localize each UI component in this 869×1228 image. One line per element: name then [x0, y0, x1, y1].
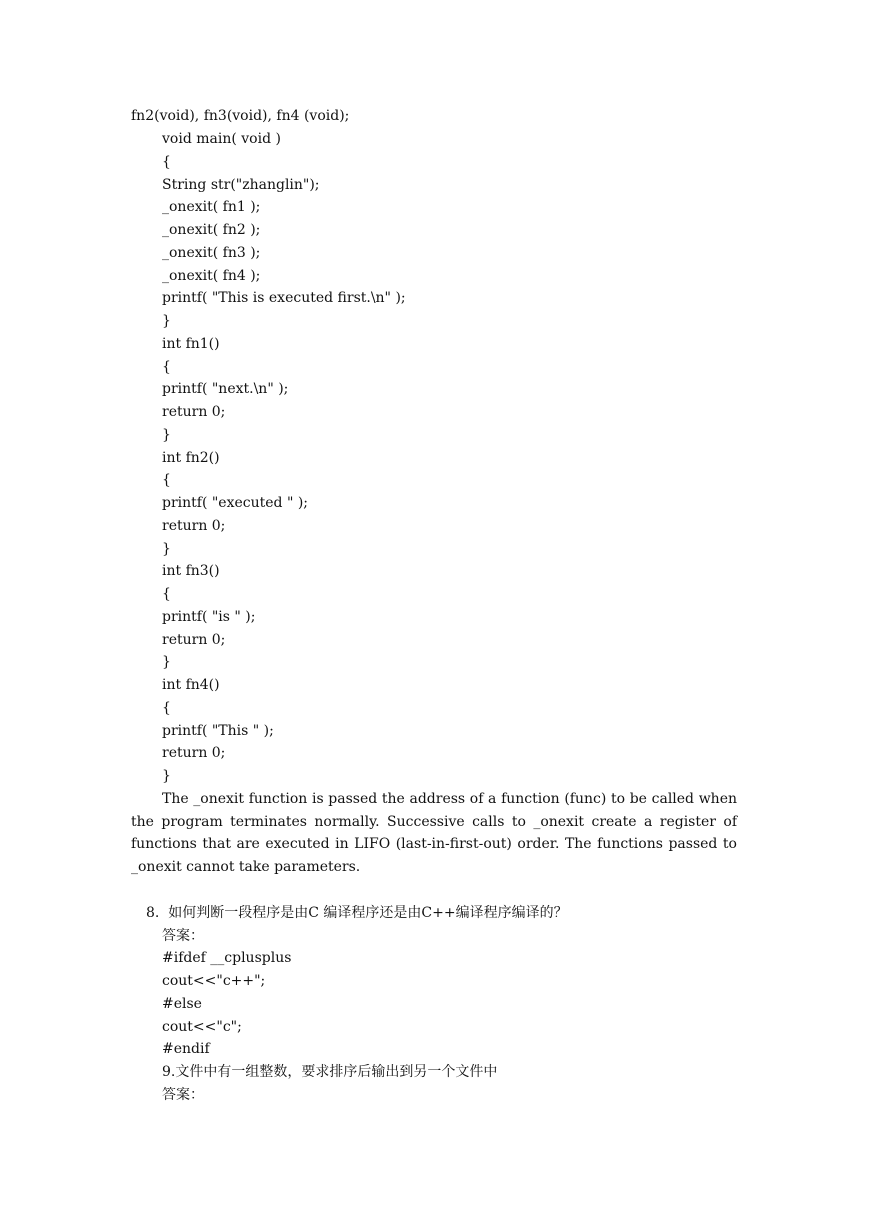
- code-line: return 0;: [162, 745, 226, 761]
- code-line: _onexit( fn1 );: [162, 199, 261, 215]
- code-line: {: [162, 359, 171, 375]
- answer-label-9: 答案：: [162, 1087, 204, 1103]
- code-header: fn2(void), fn3(void), fn4 (void);: [131, 108, 350, 124]
- code-line: return 0;: [162, 518, 226, 534]
- code-line: {: [162, 586, 171, 602]
- code-line: {: [162, 472, 171, 488]
- answer-line: #endif: [162, 1041, 210, 1057]
- code-line: int fn3(): [162, 563, 220, 579]
- code-line: return 0;: [162, 404, 226, 420]
- code-line: _onexit( fn3 );: [162, 245, 261, 261]
- explanation-paragraph: [131, 788, 737, 879]
- answer-label-8: 答案：: [162, 928, 204, 944]
- code-line: printf( "This is executed first.\n" );: [162, 290, 406, 306]
- code-line: printf( "executed " );: [162, 495, 309, 511]
- question-8: 8. 如何判断一段程序是由C 编译程序还是由C++编译程序编译的？: [146, 905, 568, 921]
- code-line: }: [162, 313, 171, 329]
- answer-line: cout<<"c++";: [162, 973, 266, 989]
- code-line: void main( void ): [162, 131, 281, 147]
- code-line: int fn1(): [162, 336, 220, 352]
- code-line: }: [162, 427, 171, 443]
- answer-line: #else: [162, 996, 202, 1012]
- code-line: int fn4(): [162, 677, 220, 693]
- code-line: printf( "next.\n" );: [162, 381, 289, 397]
- code-line: return 0;: [162, 632, 226, 648]
- answer-line: #ifdef __cplusplus: [162, 950, 292, 966]
- code-line: }: [162, 654, 171, 670]
- question-9: 9.文件中有一组整数，要求排序后输出到另一个文件中: [162, 1064, 498, 1080]
- answer-line: cout<<"c";: [162, 1019, 242, 1035]
- code-line: {: [162, 700, 171, 716]
- code-line: }: [162, 768, 171, 784]
- code-line: {: [162, 154, 171, 170]
- code-line: _onexit( fn2 );: [162, 222, 261, 238]
- code-line: printf( "is " );: [162, 609, 256, 625]
- code-line: String str("zhanglin");: [162, 177, 320, 193]
- code-line: }: [162, 541, 171, 557]
- code-line: _onexit( fn4 );: [162, 268, 261, 284]
- code-line: printf( "This " );: [162, 723, 274, 739]
- code-line: int fn2(): [162, 450, 220, 466]
- explanation-text: The _onexit function is passed the address of a function (func) to be called when the program terminates normally. Successive calls to _onexit create a register of functions that are executed in LIFO (last-in-first-out) order. The functions passed to _onexit cannot take parameters.: [131, 791, 737, 876]
